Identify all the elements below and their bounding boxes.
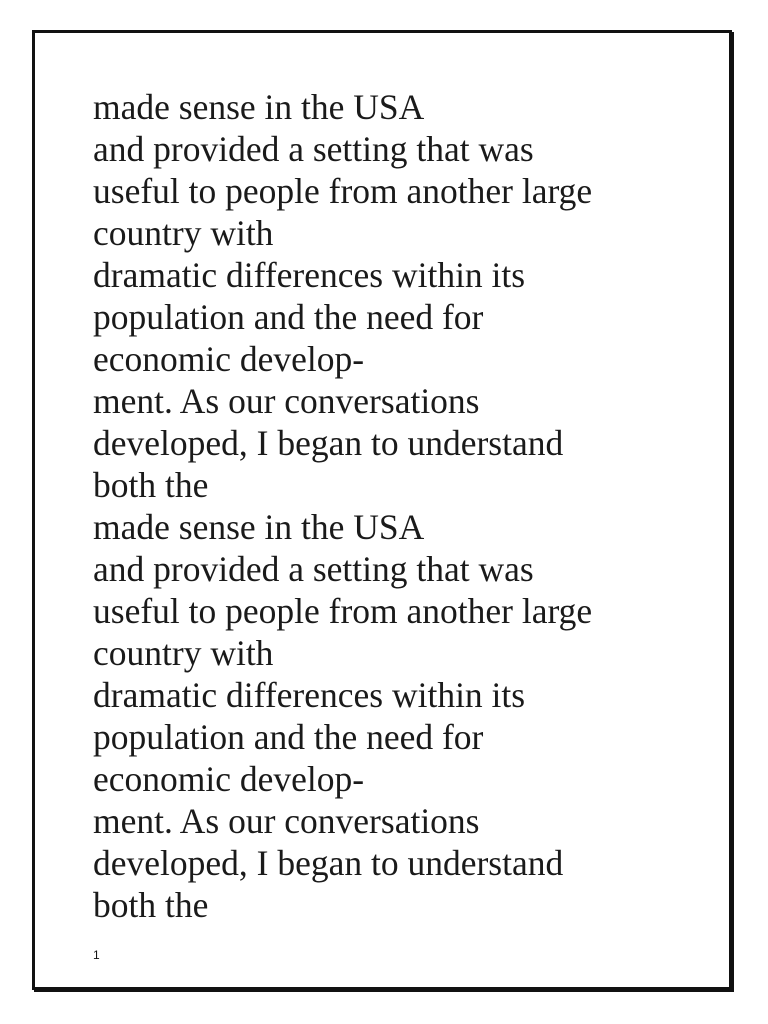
body-text xyxy=(93,86,713,926)
text-line: and provided a setting that was xyxy=(93,129,534,169)
text-line: ment. As our conversations xyxy=(93,801,480,841)
text-line: dramatic differences within its xyxy=(93,255,526,295)
text-line: ment. As our conversations xyxy=(93,381,480,421)
text-line: made sense in the USA xyxy=(93,87,425,127)
text-line: country with xyxy=(93,633,274,673)
text-line: economic develop- xyxy=(93,759,365,799)
text-line: and provided a setting that was xyxy=(93,549,534,589)
text-line: useful to people from another large xyxy=(93,591,593,631)
text-line: country with xyxy=(93,213,274,253)
page-number: 1 xyxy=(93,948,100,962)
text-line: useful to people from another large xyxy=(93,171,593,211)
text-line: population and the need for xyxy=(93,297,484,337)
text-line: developed, I began to understand xyxy=(93,843,564,883)
text-line: both the xyxy=(93,885,209,925)
text-line: population and the need for xyxy=(93,717,484,757)
text-line: developed, I began to understand xyxy=(93,423,564,463)
text-line: economic develop- xyxy=(93,339,365,379)
text-line: both the xyxy=(93,465,209,505)
text-line: made sense in the USA xyxy=(93,507,425,547)
text-line: dramatic differences within its xyxy=(93,675,526,715)
